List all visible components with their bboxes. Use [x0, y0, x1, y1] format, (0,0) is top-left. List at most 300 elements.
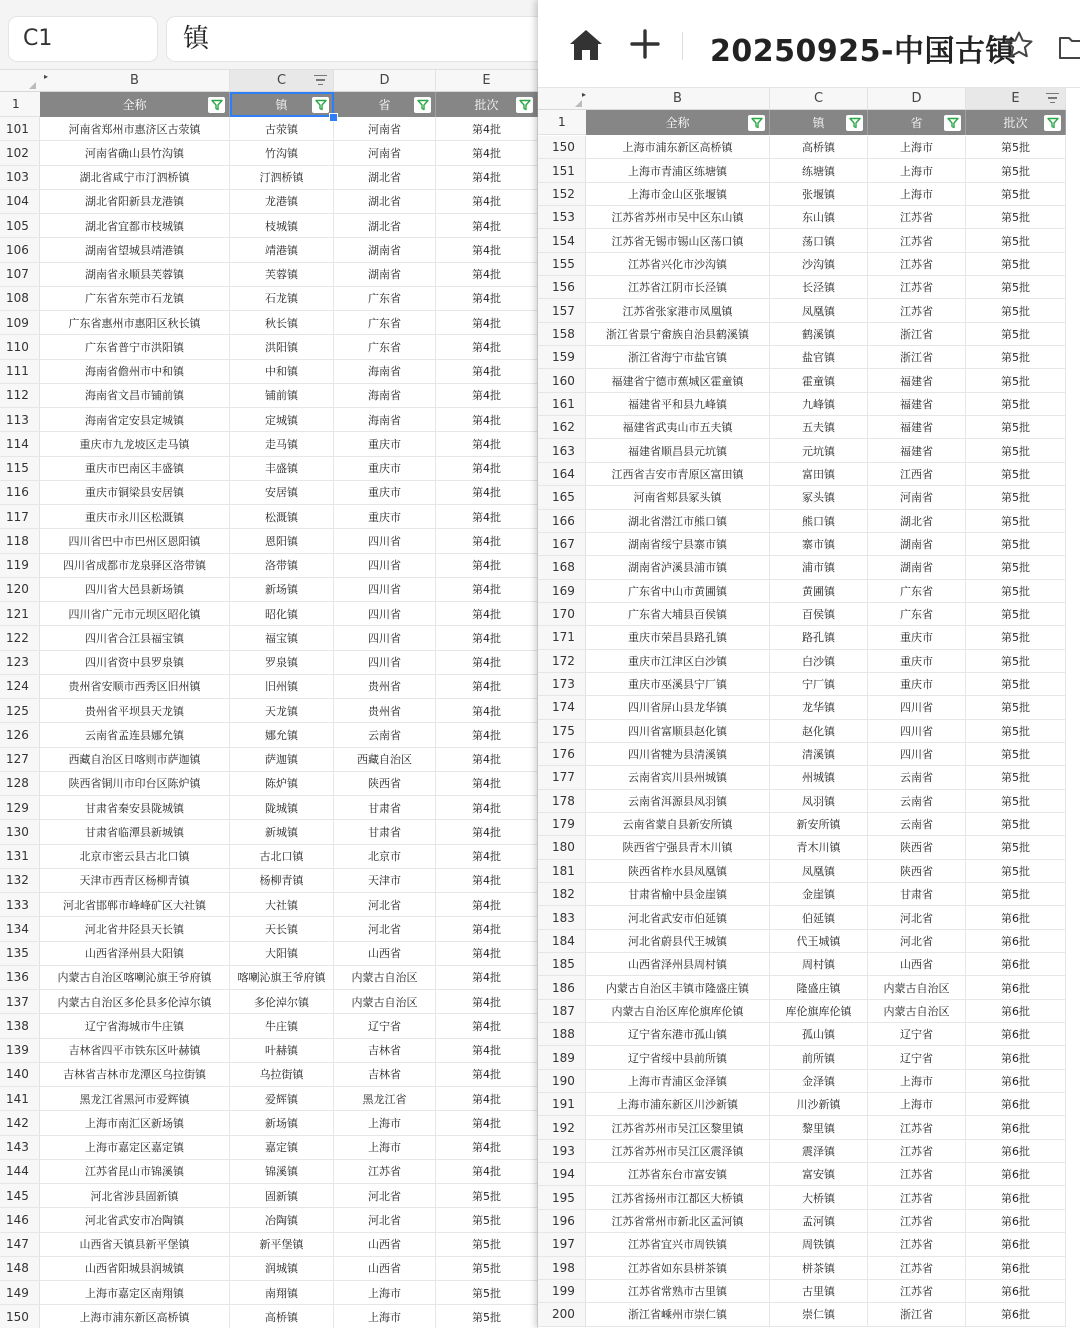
table-cell[interactable]: 昭化镇: [230, 602, 334, 625]
table-cell[interactable]: 第6批: [966, 1210, 1066, 1232]
table-cell[interactable]: 九峰镇: [770, 393, 868, 415]
row-number[interactable]: 129: [0, 796, 40, 819]
table-cell[interactable]: 第4批: [436, 796, 538, 819]
table-cell[interactable]: 第5批: [966, 346, 1066, 368]
table-cell[interactable]: 内蒙古自治区多伦县多伦淖尔镇: [40, 990, 230, 1013]
table-cell[interactable]: 河北省武安市冶陶镇: [40, 1208, 230, 1231]
table-cell[interactable]: 湖北省: [334, 166, 436, 189]
table-cell[interactable]: 上海市: [868, 183, 966, 205]
table-cell[interactable]: 第5批: [966, 463, 1066, 485]
table-cell[interactable]: 第4批: [436, 311, 538, 334]
table-cell[interactable]: 云南省: [868, 766, 966, 788]
table-cell[interactable]: 江苏省: [334, 1160, 436, 1183]
table-cell[interactable]: 重庆市永川区松溉镇: [40, 505, 230, 528]
row-number[interactable]: 192: [538, 1116, 586, 1138]
table-cell[interactable]: 富安镇: [770, 1163, 868, 1185]
table-cell[interactable]: 内蒙古自治区丰镇市隆盛庄镇: [586, 976, 770, 998]
table-cell[interactable]: 黑龙江省: [334, 1087, 436, 1110]
table-cell[interactable]: 广东省大埔县百侯镇: [586, 603, 770, 625]
table-cell[interactable]: 第4批: [436, 845, 538, 868]
table-cell[interactable]: 第4批: [436, 432, 538, 455]
table-cell[interactable]: 第4批: [436, 699, 538, 722]
table-cell[interactable]: 周村镇: [770, 953, 868, 975]
table-cell[interactable]: 元坑镇: [770, 439, 868, 461]
table-cell[interactable]: 江苏省常熟市古里镇: [586, 1280, 770, 1302]
table-cell[interactable]: 第4批: [436, 869, 538, 892]
table-cell[interactable]: 上海市: [334, 1111, 436, 1134]
row-number[interactable]: 174: [538, 696, 586, 718]
row-number[interactable]: 118: [0, 529, 40, 552]
row-number[interactable]: 132: [0, 869, 40, 892]
table-cell[interactable]: 江苏省: [868, 229, 966, 251]
table-cell[interactable]: 娜允镇: [230, 723, 334, 746]
row-number[interactable]: 194: [538, 1163, 586, 1185]
table-cell[interactable]: 第6批: [966, 976, 1066, 998]
table-cell[interactable]: 四川省: [334, 602, 436, 625]
header-cell-batch[interactable]: [966, 110, 1066, 135]
table-cell[interactable]: 海南省: [334, 384, 436, 407]
table-cell[interactable]: 湖南省: [868, 556, 966, 578]
table-cell[interactable]: 湖南省望城县靖港镇: [40, 238, 230, 261]
table-cell[interactable]: 上海市浦东新区高桥镇: [586, 136, 770, 158]
row-number[interactable]: 114: [0, 432, 40, 455]
table-cell[interactable]: 练塘镇: [770, 159, 868, 181]
row-number[interactable]: 161: [538, 393, 586, 415]
table-cell[interactable]: 新城镇: [230, 820, 334, 843]
table-cell[interactable]: 伯延镇: [770, 906, 868, 928]
table-cell[interactable]: 江苏省苏州市吴江区震泽镇: [586, 1140, 770, 1162]
table-cell[interactable]: 第5批: [966, 766, 1066, 788]
table-cell[interactable]: 走马镇: [230, 432, 334, 455]
table-cell[interactable]: 山西省泽州县周村镇: [586, 953, 770, 975]
table-cell[interactable]: 富田镇: [770, 463, 868, 485]
table-cell[interactable]: 爱辉镇: [230, 1087, 334, 1110]
table-cell[interactable]: 古北口镇: [230, 845, 334, 868]
table-cell[interactable]: 乌拉街镇: [230, 1063, 334, 1086]
column-menu-icon[interactable]: [1046, 93, 1059, 104]
table-cell[interactable]: 第4批: [436, 214, 538, 237]
select-all-corner[interactable]: [538, 88, 586, 110]
table-cell[interactable]: 山西省: [334, 942, 436, 965]
table-cell[interactable]: 西藏自治区日喀则市萨迦镇: [40, 748, 230, 771]
table-cell[interactable]: 安居镇: [230, 481, 334, 504]
table-cell[interactable]: 甘肃省: [868, 883, 966, 905]
table-cell[interactable]: 广东省东莞市石龙镇: [40, 287, 230, 310]
row-number[interactable]: 175: [538, 720, 586, 742]
table-cell[interactable]: 凤凰镇: [770, 860, 868, 882]
table-cell[interactable]: 内蒙古自治区: [334, 966, 436, 989]
row-number[interactable]: 199: [538, 1280, 586, 1302]
row-number[interactable]: 164: [538, 463, 586, 485]
row-number[interactable]: 184: [538, 930, 586, 952]
row-number[interactable]: 127: [0, 748, 40, 771]
table-cell[interactable]: 松溉镇: [230, 505, 334, 528]
table-cell[interactable]: 鹤溪镇: [770, 323, 868, 345]
table-cell[interactable]: 河北省蔚县代王城镇: [586, 930, 770, 952]
table-cell[interactable]: 石龙镇: [230, 287, 334, 310]
row-number[interactable]: 150: [538, 136, 586, 158]
row-number[interactable]: 189: [538, 1046, 586, 1068]
table-cell[interactable]: 上海市青浦区练塘镇: [586, 159, 770, 181]
table-cell[interactable]: 甘肃省临潭县新城镇: [40, 820, 230, 843]
table-cell[interactable]: 河南省: [334, 117, 436, 140]
table-cell[interactable]: 第4批: [436, 505, 538, 528]
table-cell[interactable]: 福建省: [868, 439, 966, 461]
row-number[interactable]: 179: [538, 813, 586, 835]
table-cell[interactable]: 第5批: [966, 299, 1066, 321]
header-cell-fullname[interactable]: [586, 110, 770, 135]
row-number[interactable]: 119: [0, 554, 40, 577]
row-number[interactable]: 110: [0, 335, 40, 358]
table-cell[interactable]: 重庆市荣昌县路孔镇: [586, 626, 770, 648]
table-cell[interactable]: 黎里镇: [770, 1116, 868, 1138]
table-cell[interactable]: 第6批: [966, 1280, 1066, 1302]
table-cell[interactable]: 四川省: [334, 578, 436, 601]
table-cell[interactable]: 东山镇: [770, 206, 868, 228]
table-cell[interactable]: 四川省富顺县赵化镇: [586, 720, 770, 742]
table-cell[interactable]: 熊口镇: [770, 510, 868, 532]
table-cell[interactable]: 第4批: [436, 263, 538, 286]
table-cell[interactable]: 第5批: [966, 813, 1066, 835]
table-cell[interactable]: 第5批: [966, 393, 1066, 415]
table-cell[interactable]: 四川省: [334, 651, 436, 674]
table-cell[interactable]: 第6批: [966, 1000, 1066, 1022]
row-number[interactable]: 180: [538, 836, 586, 858]
table-cell[interactable]: 新安所镇: [770, 813, 868, 835]
row-number[interactable]: 167: [538, 533, 586, 555]
table-cell[interactable]: 海南省: [334, 360, 436, 383]
table-cell[interactable]: 宁厂镇: [770, 673, 868, 695]
table-cell[interactable]: 四川省犍为县清溪镇: [586, 743, 770, 765]
table-cell[interactable]: 百侯镇: [770, 603, 868, 625]
table-cell[interactable]: 第4批: [436, 141, 538, 164]
table-cell[interactable]: 荡口镇: [770, 229, 868, 251]
table-cell[interactable]: 第5批: [966, 836, 1066, 858]
table-cell[interactable]: 辽宁省: [868, 1023, 966, 1045]
row-number[interactable]: 172: [538, 650, 586, 672]
table-cell[interactable]: 重庆市九龙坡区走马镇: [40, 432, 230, 455]
column-letter-c[interactable]: [230, 70, 334, 91]
row-number[interactable]: 168: [538, 556, 586, 578]
table-cell[interactable]: 龙华镇: [770, 696, 868, 718]
table-cell[interactable]: 江苏省: [868, 276, 966, 298]
table-cell[interactable]: 广东省普宁市洪阳镇: [40, 335, 230, 358]
row-number[interactable]: 165: [538, 486, 586, 508]
table-cell[interactable]: 广东省惠州市惠阳区秋长镇: [40, 311, 230, 334]
row-number[interactable]: 146: [0, 1208, 40, 1231]
row-number[interactable]: 1: [538, 110, 586, 135]
row-number[interactable]: 187: [538, 1000, 586, 1022]
table-cell[interactable]: 第4批: [436, 287, 538, 310]
table-cell[interactable]: 赵化镇: [770, 720, 868, 742]
table-cell[interactable]: 福建省宁德市蕉城区霍童镇: [586, 369, 770, 391]
table-cell[interactable]: 第5批: [966, 673, 1066, 695]
row-number[interactable]: 113: [0, 408, 40, 431]
row-number[interactable]: 171: [538, 626, 586, 648]
table-cell[interactable]: 湖北省宜都市枝城镇: [40, 214, 230, 237]
table-cell[interactable]: 路孔镇: [770, 626, 868, 648]
table-cell[interactable]: 江苏省: [868, 1280, 966, 1302]
table-cell[interactable]: 贵州省: [334, 675, 436, 698]
table-cell[interactable]: 多伦淖尔镇: [230, 990, 334, 1013]
row-number[interactable]: 128: [0, 772, 40, 795]
row-number[interactable]: 117: [0, 505, 40, 528]
table-cell[interactable]: 江西省: [868, 463, 966, 485]
table-cell[interactable]: 第6批: [966, 906, 1066, 928]
row-number[interactable]: 115: [0, 457, 40, 480]
table-cell[interactable]: 广东省: [868, 580, 966, 602]
table-cell[interactable]: 贵州省平坝县天龙镇: [40, 699, 230, 722]
table-cell[interactable]: 湖南省: [334, 263, 436, 286]
table-cell[interactable]: 川沙新镇: [770, 1093, 868, 1115]
table-cell[interactable]: 江苏省苏州市吴中区东山镇: [586, 206, 770, 228]
table-cell[interactable]: 锦溪镇: [230, 1160, 334, 1183]
row-number[interactable]: 145: [0, 1184, 40, 1207]
table-cell[interactable]: 第5批: [966, 369, 1066, 391]
row-number[interactable]: 125: [0, 699, 40, 722]
table-cell[interactable]: 第4批: [436, 529, 538, 552]
row-number[interactable]: 182: [538, 883, 586, 905]
table-cell[interactable]: 第4批: [436, 651, 538, 674]
table-cell[interactable]: 第5批: [436, 1305, 538, 1328]
row-number[interactable]: 134: [0, 917, 40, 940]
table-cell[interactable]: 河北省井陉县天长镇: [40, 917, 230, 940]
table-cell[interactable]: 重庆市: [334, 432, 436, 455]
table-cell[interactable]: 四川省屏山县龙华镇: [586, 696, 770, 718]
column-letter-b[interactable]: B: [586, 88, 770, 109]
table-cell[interactable]: 湖北省: [868, 510, 966, 532]
table-cell[interactable]: 江苏省宜兴市周铁镇: [586, 1233, 770, 1255]
table-cell[interactable]: 代王城镇: [770, 930, 868, 952]
table-cell[interactable]: 内蒙古自治区库伦旗库伦镇: [586, 1000, 770, 1022]
row-number[interactable]: 136: [0, 966, 40, 989]
row-number[interactable]: 152: [538, 183, 586, 205]
table-cell[interactable]: 上海市青浦区金泽镇: [586, 1070, 770, 1092]
table-cell[interactable]: 辽宁省: [868, 1046, 966, 1068]
row-number[interactable]: 159: [538, 346, 586, 368]
home-icon[interactable]: [568, 28, 604, 62]
table-cell[interactable]: 栟茶镇: [770, 1257, 868, 1279]
star-icon[interactable]: [1004, 30, 1034, 60]
table-cell[interactable]: 第5批: [966, 556, 1066, 578]
row-number[interactable]: 190: [538, 1070, 586, 1092]
table-cell[interactable]: 五夫镇: [770, 416, 868, 438]
table-cell[interactable]: 寨市镇: [770, 533, 868, 555]
table-cell[interactable]: 第4批: [436, 942, 538, 965]
table-cell[interactable]: 芙蓉镇: [230, 263, 334, 286]
row-number[interactable]: 200: [538, 1303, 586, 1325]
row-number[interactable]: 151: [538, 159, 586, 181]
table-cell[interactable]: 四川省: [334, 626, 436, 649]
table-cell[interactable]: 浙江省: [868, 346, 966, 368]
table-cell[interactable]: 河北省: [334, 917, 436, 940]
row-number[interactable]: 155: [538, 253, 586, 275]
table-cell[interactable]: 凤羽镇: [770, 790, 868, 812]
table-cell[interactable]: 湖南省绥宁县寨市镇: [586, 533, 770, 555]
table-cell[interactable]: 江苏省: [868, 1233, 966, 1255]
table-cell[interactable]: 恩阳镇: [230, 529, 334, 552]
table-cell[interactable]: 湖北省咸宁市汀泗桥镇: [40, 166, 230, 189]
table-cell[interactable]: 云南省宾川县州城镇: [586, 766, 770, 788]
table-cell[interactable]: 第5批: [966, 323, 1066, 345]
table-cell[interactable]: 上海市: [868, 1070, 966, 1092]
table-cell[interactable]: 福建省顺昌县元坑镇: [586, 439, 770, 461]
table-cell[interactable]: 杨柳青镇: [230, 869, 334, 892]
table-cell[interactable]: 江苏省: [868, 1116, 966, 1138]
table-cell[interactable]: 第5批: [966, 136, 1066, 158]
row-number[interactable]: 116: [0, 481, 40, 504]
table-cell[interactable]: 高桥镇: [230, 1305, 334, 1328]
table-cell[interactable]: 龙港镇: [230, 190, 334, 213]
table-cell[interactable]: 四川省资中县罗泉镇: [40, 651, 230, 674]
table-cell[interactable]: 浙江省: [868, 1303, 966, 1325]
table-cell[interactable]: 湖南省: [868, 533, 966, 555]
table-cell[interactable]: 第6批: [966, 1023, 1066, 1045]
table-cell[interactable]: 河北省邯郸市峰峰矿区大社镇: [40, 893, 230, 916]
table-cell[interactable]: 湖南省: [334, 238, 436, 261]
column-letter-b[interactable]: B: [40, 70, 230, 91]
table-cell[interactable]: 福建省: [868, 416, 966, 438]
table-cell[interactable]: 江苏省东台市富安镇: [586, 1163, 770, 1185]
table-cell[interactable]: 甘肃省秦安县陇城镇: [40, 796, 230, 819]
table-cell[interactable]: 辽宁省东港市孤山镇: [586, 1023, 770, 1045]
table-cell[interactable]: 云南省孟连县娜允镇: [40, 723, 230, 746]
table-cell[interactable]: 四川省巴中市巴州区恩阳镇: [40, 529, 230, 552]
table-cell[interactable]: 第5批: [966, 743, 1066, 765]
table-cell[interactable]: 江苏省苏州市吴江区黎里镇: [586, 1116, 770, 1138]
table-cell[interactable]: 内蒙古自治区: [334, 990, 436, 1013]
table-cell[interactable]: 湖南省泸溪县浦市镇: [586, 556, 770, 578]
table-cell[interactable]: 陕西省铜川市印台区陈炉镇: [40, 772, 230, 795]
table-cell[interactable]: 甘肃省: [334, 820, 436, 843]
table-cell[interactable]: 江苏省昆山市锦溪镇: [40, 1160, 230, 1183]
table-cell[interactable]: 山西省泽州县大阳镇: [40, 942, 230, 965]
table-cell[interactable]: 河南省郑州市惠济区古荥镇: [40, 117, 230, 140]
table-cell[interactable]: 重庆市巴南区丰盛镇: [40, 457, 230, 480]
table-cell[interactable]: 重庆市: [868, 673, 966, 695]
row-number[interactable]: 111: [0, 360, 40, 383]
table-cell[interactable]: 云南省蒙自县新安所镇: [586, 813, 770, 835]
row-number[interactable]: 153: [538, 206, 586, 228]
row-number[interactable]: 154: [538, 229, 586, 251]
table-cell[interactable]: 张堰镇: [770, 183, 868, 205]
table-cell[interactable]: 吉林省: [334, 1063, 436, 1086]
row-number[interactable]: 148: [0, 1257, 40, 1280]
table-cell[interactable]: 竹沟镇: [230, 141, 334, 164]
table-cell[interactable]: 州城镇: [770, 766, 868, 788]
table-cell[interactable]: 第4批: [436, 384, 538, 407]
table-cell[interactable]: 沙沟镇: [770, 253, 868, 275]
table-cell[interactable]: 甘肃省榆中县金崖镇: [586, 883, 770, 905]
table-cell[interactable]: 海南省文昌市铺前镇: [40, 384, 230, 407]
table-cell[interactable]: 古里镇: [770, 1280, 868, 1302]
table-cell[interactable]: 四川省大邑县新场镇: [40, 578, 230, 601]
table-cell[interactable]: 第5批: [436, 1208, 538, 1231]
table-cell[interactable]: 古荥镇: [230, 117, 334, 140]
table-cell[interactable]: 湖北省潜江市熊口镇: [586, 510, 770, 532]
table-cell[interactable]: 第5批: [966, 650, 1066, 672]
row-number[interactable]: 144: [0, 1160, 40, 1183]
table-cell[interactable]: 第5批: [436, 1184, 538, 1207]
table-cell[interactable]: 大社镇: [230, 893, 334, 916]
row-number[interactable]: 193: [538, 1140, 586, 1162]
row-number[interactable]: 197: [538, 1233, 586, 1255]
row-number[interactable]: 169: [538, 580, 586, 602]
table-cell[interactable]: 上海市: [334, 1136, 436, 1159]
table-cell[interactable]: 第6批: [966, 1163, 1066, 1185]
column-letter-d[interactable]: D: [868, 88, 966, 109]
table-cell[interactable]: 上海市嘉定区南翔镇: [40, 1281, 230, 1304]
row-number[interactable]: 166: [538, 510, 586, 532]
table-cell[interactable]: 上海市: [868, 136, 966, 158]
table-cell[interactable]: 大桥镇: [770, 1186, 868, 1208]
table-cell[interactable]: 江苏省张家港市凤凰镇: [586, 299, 770, 321]
table-cell[interactable]: 云南省洱源县凤羽镇: [586, 790, 770, 812]
table-cell[interactable]: 第5批: [966, 253, 1066, 275]
table-cell[interactable]: 江苏省扬州市江都区大桥镇: [586, 1186, 770, 1208]
table-cell[interactable]: 重庆市: [334, 457, 436, 480]
table-cell[interactable]: 第5批: [966, 183, 1066, 205]
row-number[interactable]: 160: [538, 369, 586, 391]
table-cell[interactable]: 湖北省: [334, 214, 436, 237]
table-cell[interactable]: 河北省: [334, 1184, 436, 1207]
table-cell[interactable]: 辽宁省海城市牛庄镇: [40, 1014, 230, 1037]
table-cell[interactable]: 吉林省吉林市龙潭区乌拉街镇: [40, 1063, 230, 1086]
table-cell[interactable]: 汀泗桥镇: [230, 166, 334, 189]
table-cell[interactable]: 周铁镇: [770, 1233, 868, 1255]
table-cell[interactable]: 内蒙古自治区喀喇沁旗王爷府镇: [40, 966, 230, 989]
table-cell[interactable]: 第4批: [436, 481, 538, 504]
table-cell[interactable]: 第4批: [436, 1014, 538, 1037]
row-number[interactable]: 195: [538, 1186, 586, 1208]
table-cell[interactable]: 福建省平和县九峰镇: [586, 393, 770, 415]
filter-icon[interactable]: [312, 97, 329, 113]
column-letter-e[interactable]: E: [436, 70, 538, 91]
table-cell[interactable]: 上海市南汇区新场镇: [40, 1111, 230, 1134]
table-cell[interactable]: 第5批: [436, 1281, 538, 1304]
table-cell[interactable]: 第4批: [436, 990, 538, 1013]
table-cell[interactable]: 第5批: [966, 720, 1066, 742]
table-cell[interactable]: 库伦旗库伦镇: [770, 1000, 868, 1022]
table-cell[interactable]: 江苏省: [868, 1140, 966, 1162]
table-cell[interactable]: 第6批: [966, 1257, 1066, 1279]
table-cell[interactable]: 福宝镇: [230, 626, 334, 649]
header-cell-town[interactable]: [770, 110, 868, 135]
table-cell[interactable]: 第4批: [436, 1160, 538, 1183]
table-cell[interactable]: 四川省: [334, 529, 436, 552]
row-number[interactable]: 173: [538, 673, 586, 695]
table-cell[interactable]: 第4批: [436, 457, 538, 480]
row-number[interactable]: 133: [0, 893, 40, 916]
row-number[interactable]: 170: [538, 603, 586, 625]
table-cell[interactable]: 上海市金山区张堰镇: [586, 183, 770, 205]
filter-icon[interactable]: [1044, 115, 1061, 131]
table-cell[interactable]: 第5批: [966, 860, 1066, 882]
table-cell[interactable]: 河南省确山县竹沟镇: [40, 141, 230, 164]
table-cell[interactable]: 贵州省安顺市西秀区旧州镇: [40, 675, 230, 698]
filter-icon[interactable]: [944, 115, 961, 131]
table-cell[interactable]: 第4批: [436, 723, 538, 746]
row-number[interactable]: 140: [0, 1063, 40, 1086]
table-cell[interactable]: 第6批: [966, 1233, 1066, 1255]
table-cell[interactable]: 隆盛庄镇: [770, 976, 868, 998]
table-cell[interactable]: 湖北省阳新县龙港镇: [40, 190, 230, 213]
table-cell[interactable]: 第4批: [436, 190, 538, 213]
row-number[interactable]: 104: [0, 190, 40, 213]
table-cell[interactable]: 江苏省如东县栟茶镇: [586, 1257, 770, 1279]
table-cell[interactable]: 润城镇: [230, 1257, 334, 1280]
table-cell[interactable]: 江苏省: [868, 1257, 966, 1279]
